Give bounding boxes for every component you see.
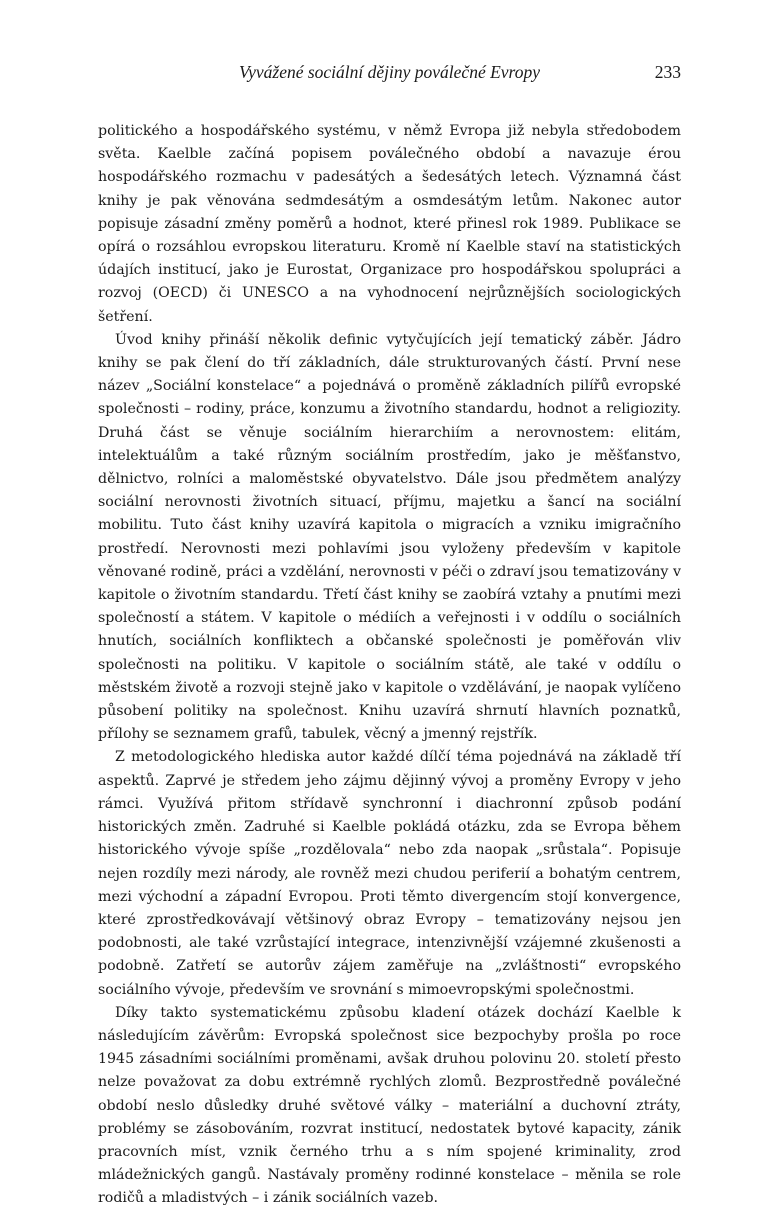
- running-header: [98, 60, 681, 84]
- body-text: [98, 120, 681, 1211]
- paragraph: politického a hospodářského systému, v němž Evropa již nebyla středobodem světa. Kaelble začíná popisem poválečného období a navazuje érou hospodářského rozmachu v padesátých a šedesátých letech. Významná část knihy je pak věnována sedmdesátým a osmdesátým letům. Nakonec autor popisuje zásadní změny poměrů a hodnot, které přinesl rok 1989. Publikace se opírá o rozsáhlou evropskou literaturu. Kromě ní Kaelble staví na statistických údajích institucí, jako je Eurostat, Organizace pro hospodářskou spolupráci a rozvoj (OECD) či UNESCO a na vyhodnocení nejrůznějších sociologických šetření.: [98, 123, 681, 325]
- paragraph: Díky takto systematickému způsobu kladení otázek dochází Kaelble k následujícím závěrům: Evropská společnost sice bezpochyby prošla po roce 1945 zásadními sociálními proměnami, avšak druhou polovinu 20. století přesto nelze považovat za dobu extrémně rychlých zlomů. Bezprostředně poválečné období neslo důsledky druhé světové války – materiální a duchovní ztráty, problémy se zásobováním, rozvrat institucí, nedostatek bytové kapacity, zánik pracovních míst, vznik černého trhu a s ním spojené kriminality, zrod mládežnických gangů. Nastávaly proměny rodinné konstelace – měnila se role rodičů a mladistvých – i zánik sociálních vazeb.: [98, 1004, 681, 1207]
- paragraph: Úvod knihy přináší několik definic vytyčujících její tematický záběr. Jádro knihy se pak člení do tří základních, dále strukturovaných částí. První nese název „Sociální konstelace“ a pojednává o proměně základních pilířů evropské společnosti – rodiny, práce, konzumu a životního standardu, hodnot a religiozity. Druhá část se věnuje sociálním hierarchiím a nerovnostem: elitám, intelektuálům a také různým sociálním prostředím, jako je měšťanstvo, dělnictvo, rolníci a maloměstské obyvatelstvo. Dále jsou předmětem analýzy sociální nerovnosti životních situací, příjmu, majetku a šancí na sociální mobilitu. Tuto část knihy uzavírá kapitola o migracích a vzniku imigračního prostředí. Nerovnosti mezi pohlavími jsou vyloženy především v kapitole věnované rodině, práci a vzdělání, nerovnosti v péči o zdraví jsou tematizovány v kapitole o životním standardu. Třetí část knihy se zaobírá vztahy a pnutími mezi společností a státem. V kapitole o médiích a veřejnosti i v oddílu o sociálních hnutích, sociálních konfliktech a občanské společnosti je poměřován vliv společnosti na politiku. V kapitole o sociálním státě, ale také v oddílu o městském životě a rozvoji stejně jako v kapitole o vzdělávání, je naopak vylíčeno působení politiky na společnost. Knihu uzavírá shrnutí hlavních poznatků, přílohy se seznamem grafů, tabulek, věcný a jmenný rejstřík.: [98, 331, 681, 743]
- running-title: Vyvážené sociální dějiny poválečné Evropy: [239, 62, 540, 82]
- page-number: 233: [654, 62, 681, 82]
- paragraph: Z metodologického hlediska autor každé dílčí téma pojednává na základě tří aspektů. Zaprvé je středem jeho zájmu dějinný vývoj a proměny Evropy v jeho rámci. Využívá přitom střídavě synchronní i diachronní způsob podání historických změn. Zadruhé si Kaelble pokládá otázku, zda se Evropa během historického vývoje spíše „rozdělovala“ nebo zda naopak „srůstala“. Popisuje nejen rozdíly mezi národy, ale rovněž mezi chudou periferií a bohatým centrem, mezi východní a západní Evropou. Proti těmto divergencím stojí konvergence, které zprostředkovávají většinový obraz Evropy – tematizovány nejsou jen podobnosti, ale také vzrůstající integrace, intenzivnější vzájemné zkušenosti a podobně. Zatřetí se autorův zájem zaměřuje na „zvláštnosti“ evropského sociálního vývoje, především ve srovnání s mimoevropskými společnostmi.: [98, 749, 681, 998]
